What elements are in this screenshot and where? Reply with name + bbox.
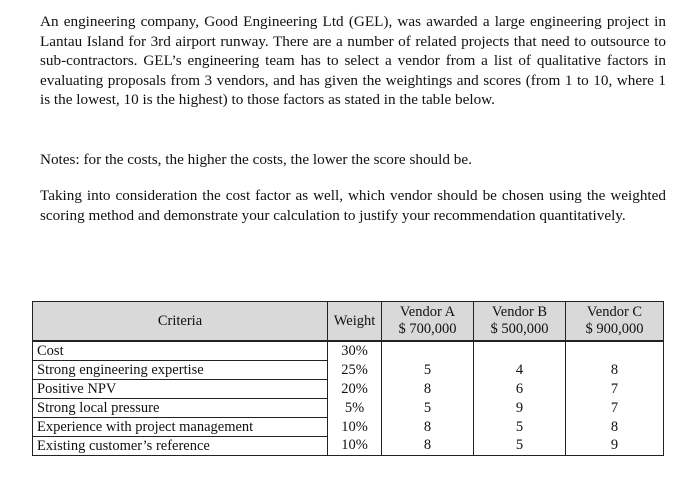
vendor-a-score: 8: [382, 437, 474, 456]
criteria-cell: Positive NPV: [33, 380, 328, 399]
header-vendor-a: [382, 302, 474, 342]
vendor-a-score: 8: [382, 418, 474, 437]
vendor-a-score: 5: [382, 361, 474, 380]
vendor-c-score: 9: [566, 437, 664, 456]
vendor-c-cost: $ 900,000: [585, 321, 644, 337]
weight-cell: 30%: [328, 341, 382, 361]
vendor-a-name: Vendor A: [399, 304, 456, 320]
header-vendor-b: [474, 302, 566, 342]
vendor-c-name: Vendor C: [586, 304, 643, 320]
notes-paragraph: Notes: for the costs, the higher the costs, the lower the score should be.: [40, 151, 472, 168]
vendor-a-score: 8: [382, 380, 474, 399]
vendor-b-score: 9: [474, 399, 566, 418]
vendor-a-cost: $ 700,000: [398, 321, 457, 337]
vendor-c-score: 7: [566, 399, 664, 418]
vendor-b-score: 4: [474, 361, 566, 380]
table-row: [33, 399, 664, 418]
vendor-c-score: 8: [566, 418, 664, 437]
table-row: [33, 380, 664, 399]
question-paragraph: Taking into consideration the cost factor as well, which vendor should be chosen using the weighted scoring method and demonstrate your calculation to justify your recommendation quantitatively.: [40, 187, 666, 224]
vendor-b-score: [474, 341, 566, 361]
weight-cell: 20%: [328, 380, 382, 399]
header-criteria: Criteria: [33, 302, 328, 342]
criteria-cell: Strong engineering expertise: [33, 361, 328, 380]
vendor-c-score: [566, 341, 664, 361]
table-row: [33, 437, 664, 456]
vendor-c-score: 8: [566, 361, 664, 380]
criteria-cell: Experience with project management: [33, 418, 328, 437]
vendor-b-score: 5: [474, 418, 566, 437]
table-row: [33, 418, 664, 437]
weight-cell: 10%: [328, 437, 382, 456]
vendor-scoring-table: [32, 301, 664, 456]
vendor-b-score: 6: [474, 380, 566, 399]
weight-cell: 10%: [328, 418, 382, 437]
header-weight: Weight: [328, 302, 382, 342]
criteria-cell: Cost: [33, 341, 328, 361]
intro-paragraph: An engineering company, Good Engineering Ltd (GEL), was awarded a large engineering project in Lantau Island for 3rd airport runway. There are a number of related projects that need to outsource to sub-contractors. GEL’s engineering team has to select a vendor from a list of qualitative factors in evaluating proposals from 3 vendors, and has given the weightings and scores (from 1 to 10, where 1 is the lowest, 10 is the highest) to those factors as stated in the table below.: [40, 13, 666, 109]
table-row: [33, 361, 664, 380]
criteria-cell: Strong local pressure: [33, 399, 328, 418]
table-header-row: [33, 302, 664, 342]
vendor-b-score: 5: [474, 437, 566, 456]
table-row: [33, 341, 664, 361]
vendor-b-name: Vendor B: [491, 304, 548, 320]
header-vendor-c: [566, 302, 664, 342]
criteria-cell: Existing customer’s reference: [33, 437, 328, 456]
vendor-a-score: [382, 341, 474, 361]
vendor-b-cost: $ 500,000: [490, 321, 549, 337]
weight-cell: 25%: [328, 361, 382, 380]
vendor-a-score: 5: [382, 399, 474, 418]
weight-cell: 5%: [328, 399, 382, 418]
vendor-c-score: 7: [566, 380, 664, 399]
